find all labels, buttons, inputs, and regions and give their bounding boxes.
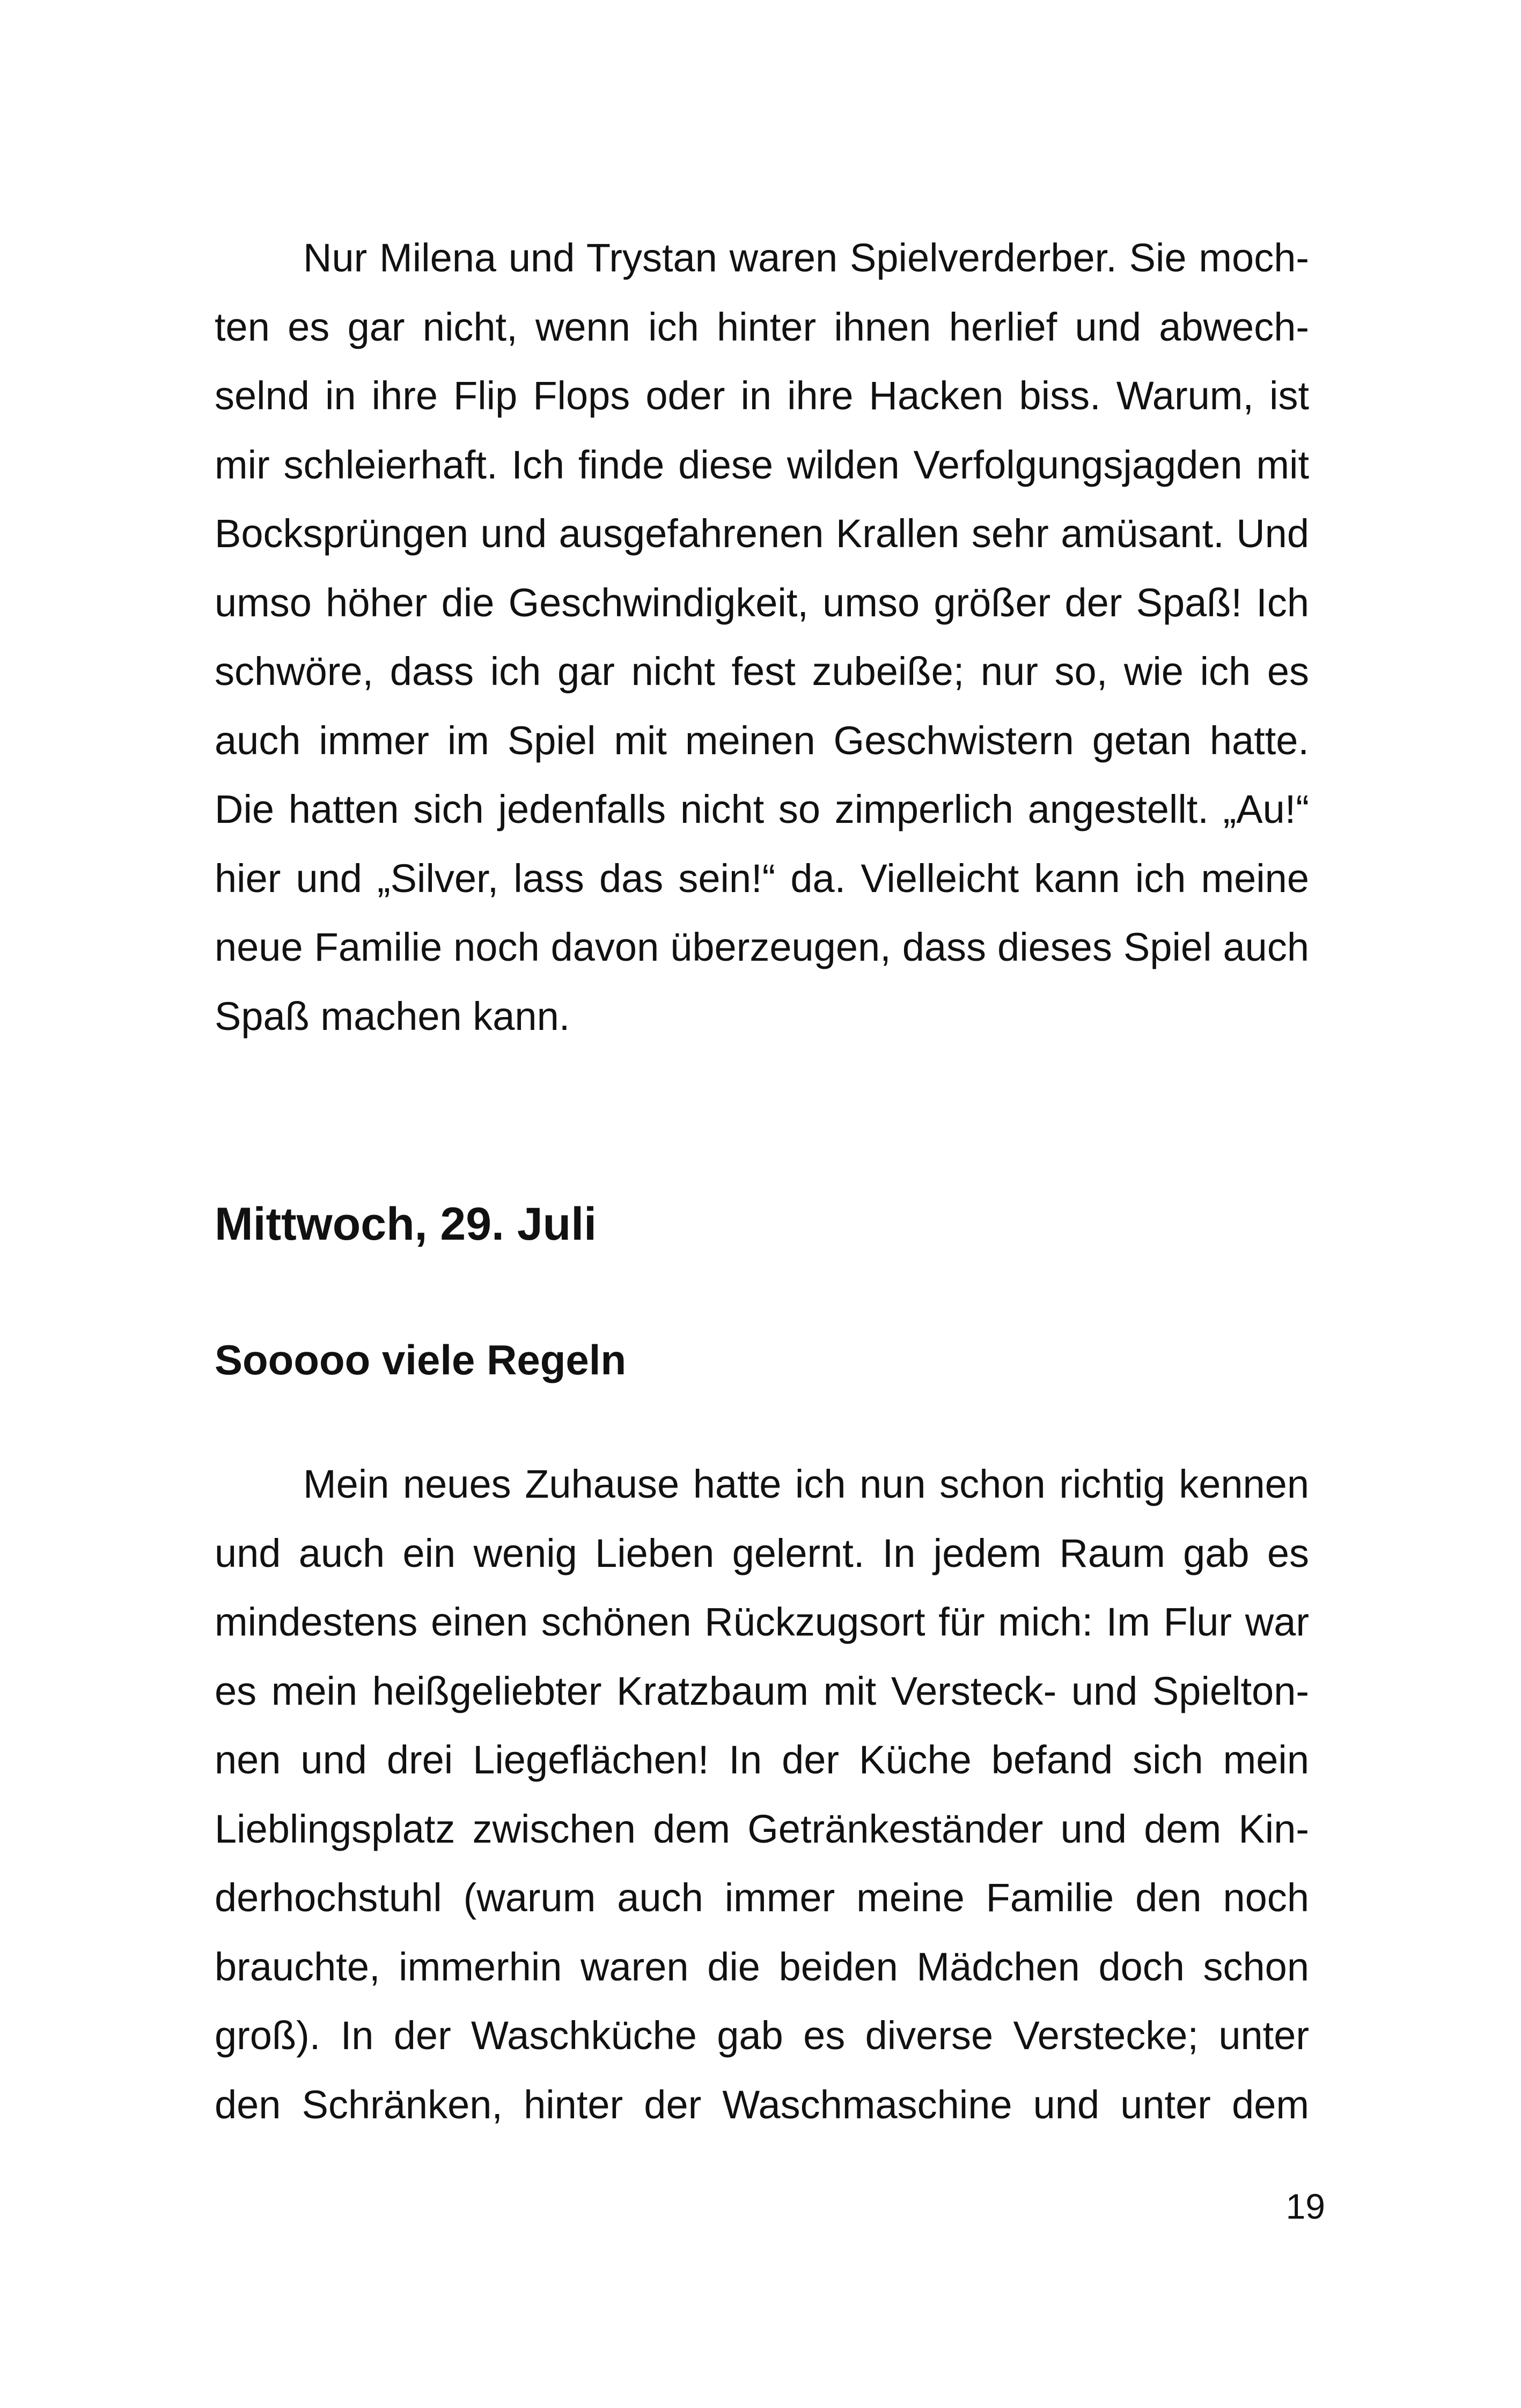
text-line: mir schleierhaft. Ich finde diese wilden Verfolgungsjagden mit	[215, 442, 1309, 487]
text-line: es mein heißgeliebter Kratzbaum mit Versteck- und Spielton-	[215, 1668, 1309, 1713]
text-line: Lieblingsplatz zwischen dem Getränkeständer und dem Kin-	[215, 1806, 1309, 1851]
text-line: umso höher die Geschwindigkeit, umso größer der Spaß! Ich	[215, 580, 1309, 625]
text-line: brauchte, immerhin waren die beiden Mädchen doch schon	[215, 1944, 1309, 1989]
text-line: selnd in ihre Flip Flops oder in ihre Hacken biss. Warum, ist	[215, 373, 1309, 418]
chapter-title-heading: Sooooo viele Regeln	[215, 1336, 627, 1383]
page-number: 19	[1285, 2186, 1325, 2226]
chapter-date-heading: Mittwoch, 29. Juli	[215, 1198, 597, 1250]
text-line: ten es gar nicht, wenn ich hinter ihnen herlief und abwech-	[215, 304, 1309, 349]
paragraph-1	[215, 224, 1309, 1051]
text-line: Mein neues Zuhause hatte ich nun schon richtig kennen	[303, 1462, 1309, 1506]
text-line: schwöre, dass ich gar nicht fest zubeiße; nur so, wie ich es	[215, 649, 1309, 694]
text-line: neue Familie noch davon überzeugen, dass dieses Spiel auch	[215, 925, 1309, 969]
text-line: auch immer im Spiel mit meinen Geschwistern getan hatte.	[215, 718, 1309, 763]
text-line: Spaß machen kann.	[215, 993, 570, 1039]
text-line: hier und „Silver, lass das sein!“ da. Vielleicht kann ich meine	[215, 856, 1309, 901]
text-line: mindestens einen schönen Rückzugsort für mich: Im Flur war	[215, 1600, 1309, 1644]
text-line: groß). In der Waschküche gab es diverse Verstecke; unter	[215, 2013, 1309, 2058]
text-line: Nur Milena und Trystan waren Spielverderber. Sie moch-	[303, 235, 1309, 280]
text-line: den Schränken, hinter der Waschmaschine und unter dem	[215, 2082, 1309, 2127]
text-line: derhochstuhl (warum auch immer meine Familie den noch	[215, 1875, 1309, 1920]
text-line: und auch ein wenig Lieben gelernt. In jedem Raum gab es	[215, 1530, 1309, 1575]
paragraph-2	[215, 1450, 1309, 2139]
text-line: Bocksprüngen und ausgefahrenen Krallen sehr amüsant. Und	[215, 511, 1309, 556]
text-line: Die hatten sich jedenfalls nicht so zimperlich angestellt. „Au!“	[215, 787, 1309, 831]
text-line: nen und drei Liegeflächen! In der Küche befand sich mein	[215, 1737, 1309, 1782]
